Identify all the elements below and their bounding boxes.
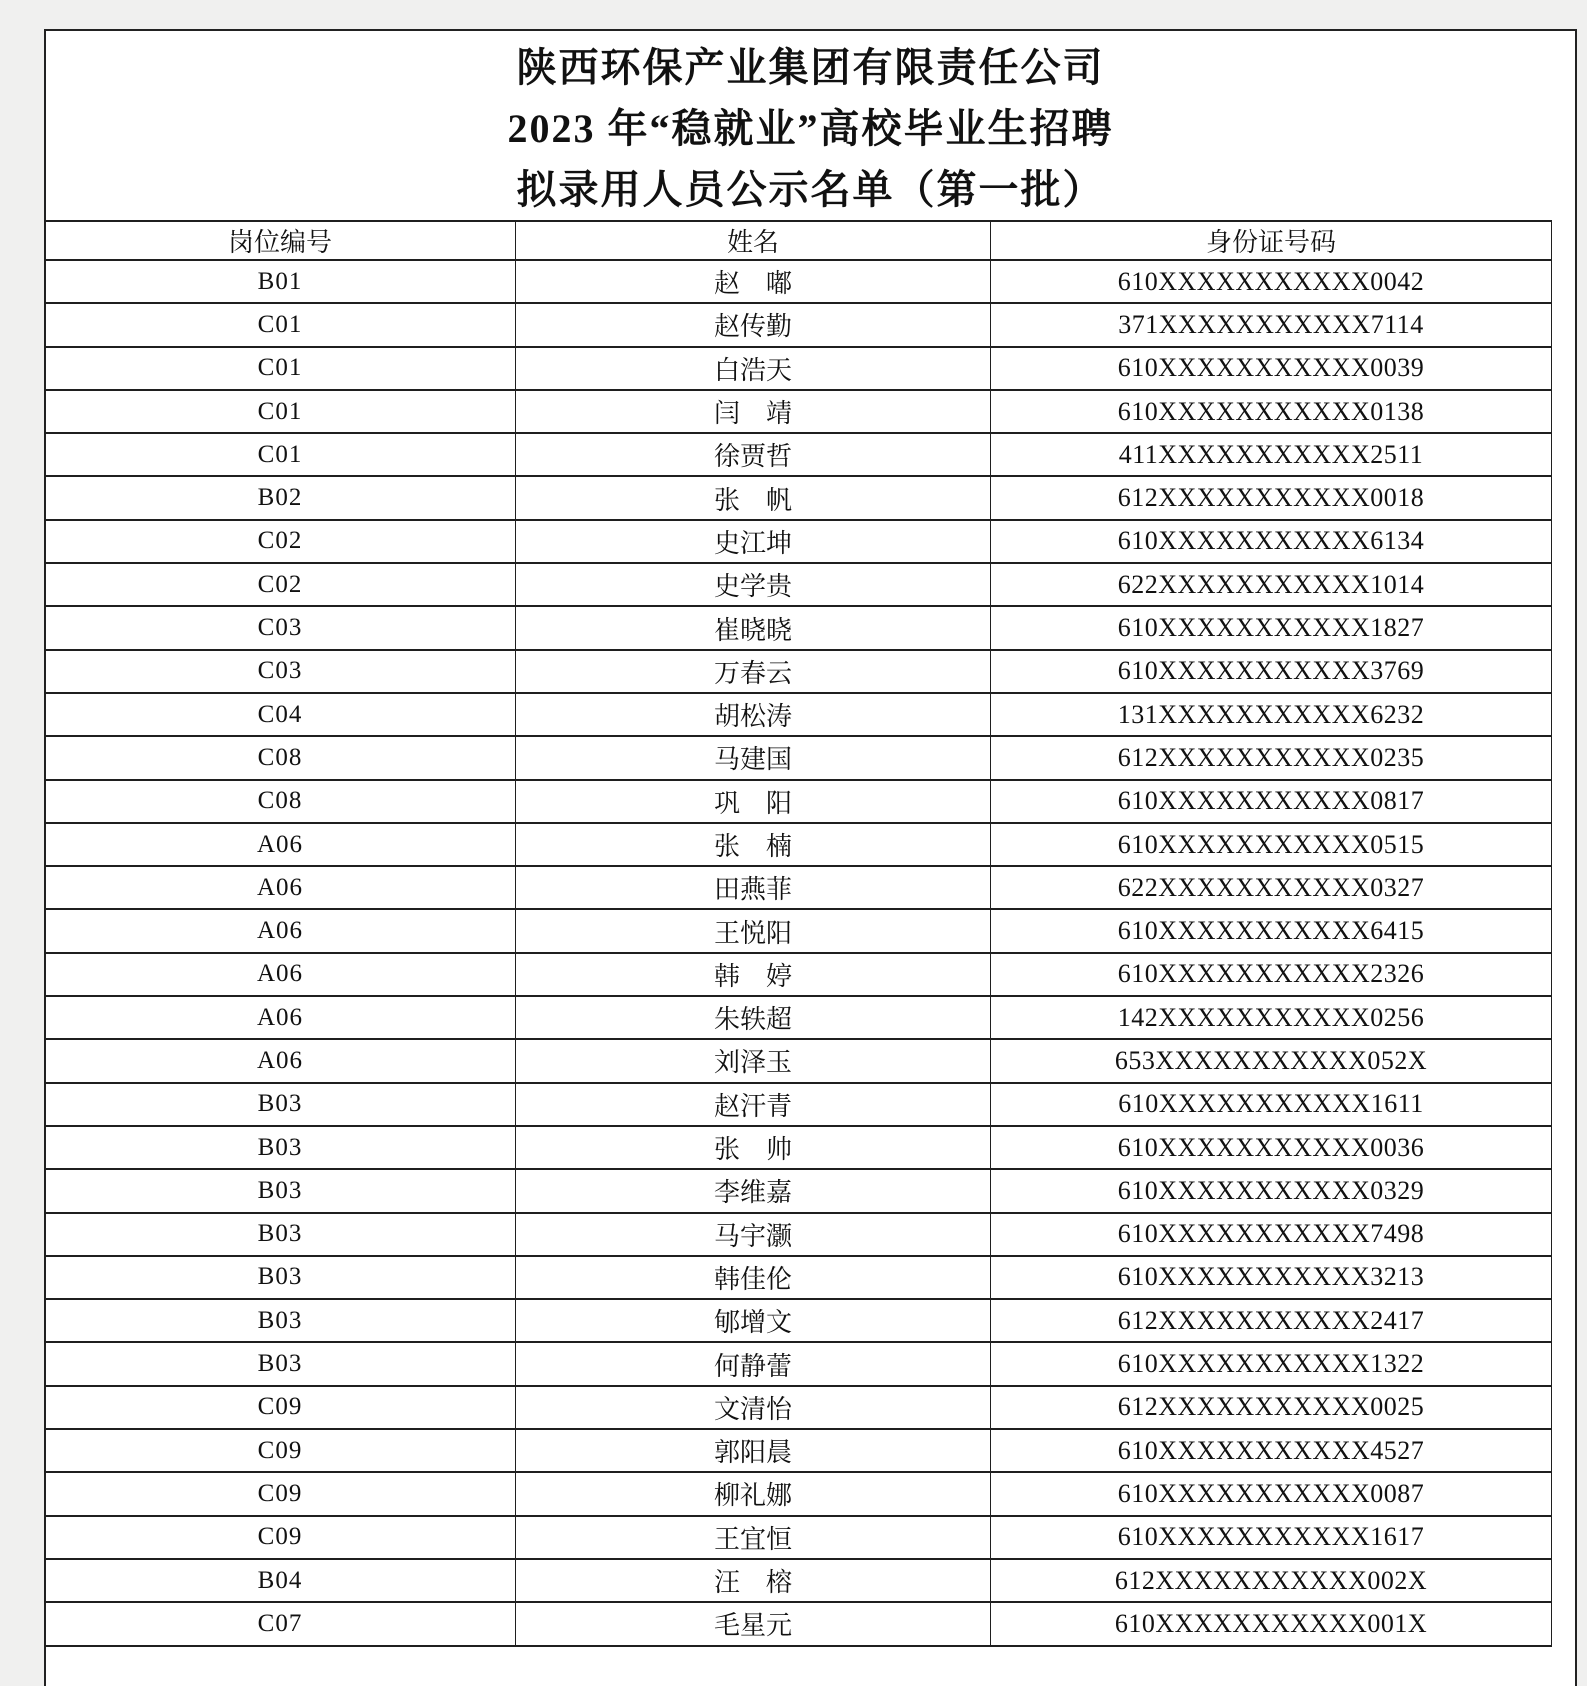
roster-table-header [45, 221, 1552, 260]
cell-name: 柳礼娜 [516, 1472, 991, 1515]
cell-position-code: B01 [45, 260, 516, 303]
cell-name: 张 楠 [516, 823, 991, 866]
cell-id-number: 610XXXXXXXXXXX1322 [991, 1342, 1552, 1385]
cell-id-number: 610XXXXXXXXXXX0138 [991, 390, 1552, 433]
cell-id-number: 610XXXXXXXXXXX0036 [991, 1126, 1552, 1169]
cell-position-code: C02 [45, 520, 516, 563]
cell-name: 韩 婷 [516, 953, 991, 996]
cell-id-number: 610XXXXXXXXXXX7498 [991, 1213, 1552, 1256]
cell-name: 白浩天 [516, 347, 991, 390]
cell-id-number: 411XXXXXXXXXXX2511 [991, 433, 1552, 476]
table-row [45, 823, 1552, 866]
column-header-position-code: 岗位编号 [45, 221, 516, 260]
table-row [45, 1299, 1552, 1342]
cell-position-code: A06 [45, 996, 516, 1039]
table-row [45, 563, 1552, 606]
cell-name: 朱轶超 [516, 996, 991, 1039]
table-row [45, 1602, 1552, 1645]
cell-position-code: B03 [45, 1256, 516, 1299]
cell-name: 张 帆 [516, 476, 991, 519]
cell-id-number: 610XXXXXXXXXXX1827 [991, 606, 1552, 649]
cell-position-code: C09 [45, 1429, 516, 1472]
roster-table-body [45, 260, 1552, 1646]
cell-position-code: A06 [45, 823, 516, 866]
cell-name: 文清怡 [516, 1386, 991, 1429]
cell-position-code: C01 [45, 433, 516, 476]
cell-name: 马建国 [516, 736, 991, 779]
table-row [45, 1559, 1552, 1602]
cell-name: 巩 阳 [516, 780, 991, 823]
cell-name: 李维嘉 [516, 1169, 991, 1212]
cell-id-number: 131XXXXXXXXXXX6232 [991, 693, 1552, 736]
cell-name: 张 帅 [516, 1126, 991, 1169]
table-row [45, 303, 1552, 346]
title-line-list-name: 拟录用人员公示名单（第一批） [516, 167, 1105, 212]
cell-name: 何静蕾 [516, 1342, 991, 1385]
title-line-recruitment: 2023 年“稳就业”高校毕业生招聘 [507, 106, 1114, 151]
table-row [45, 476, 1552, 519]
cell-position-code: C08 [45, 780, 516, 823]
table-row [45, 390, 1552, 433]
cell-id-number: 622XXXXXXXXXXX0327 [991, 866, 1552, 909]
cell-position-code: C09 [45, 1386, 516, 1429]
cell-id-number: 612XXXXXXXXXXX0018 [991, 476, 1552, 519]
cell-name: 韩佳伦 [516, 1256, 991, 1299]
cell-id-number: 371XXXXXXXXXXX7114 [991, 303, 1552, 346]
table-row [45, 260, 1552, 303]
roster-table [44, 220, 1552, 1647]
cell-name: 毛星元 [516, 1602, 991, 1645]
cell-name: 王悦阳 [516, 909, 991, 952]
table-row [45, 520, 1552, 563]
cell-position-code: B03 [45, 1083, 516, 1126]
cell-position-code: B03 [45, 1213, 516, 1256]
table-row [45, 1039, 1552, 1082]
cell-position-code: A06 [45, 953, 516, 996]
cell-id-number: 610XXXXXXXXXXX0817 [991, 780, 1552, 823]
cell-name: 赵传勤 [516, 303, 991, 346]
cell-position-code: C03 [45, 650, 516, 693]
cell-position-code: A06 [45, 866, 516, 909]
cell-id-number: 622XXXXXXXXXXX1014 [991, 563, 1552, 606]
cell-name: 王宜恒 [516, 1516, 991, 1559]
cell-name: 史学贵 [516, 563, 991, 606]
cell-name: 田燕菲 [516, 866, 991, 909]
cell-position-code: A06 [45, 1039, 516, 1082]
cell-id-number: 610XXXXXXXXXXX0515 [991, 823, 1552, 866]
cell-id-number: 610XXXXXXXXXXX6415 [991, 909, 1552, 952]
table-row [45, 693, 1552, 736]
cell-id-number: 610XXXXXXXXXXX0042 [991, 260, 1552, 303]
table-row [45, 1472, 1552, 1515]
column-header-name: 姓名 [516, 221, 991, 260]
table-row [45, 736, 1552, 779]
table-row [45, 1083, 1552, 1126]
cell-position-code: C01 [45, 390, 516, 433]
cell-position-code: C01 [45, 303, 516, 346]
table-row [45, 953, 1552, 996]
cell-id-number: 610XXXXXXXXXXX0087 [991, 1472, 1552, 1515]
cell-position-code: C07 [45, 1602, 516, 1645]
cell-position-code: C04 [45, 693, 516, 736]
cell-id-number: 610XXXXXXXXXXX3769 [991, 650, 1552, 693]
cell-id-number: 612XXXXXXXXXXX0235 [991, 736, 1552, 779]
cell-position-code: C01 [45, 347, 516, 390]
table-row [45, 347, 1552, 390]
cell-id-number: 610XXXXXXXXXXX3213 [991, 1256, 1552, 1299]
table-row [45, 1516, 1552, 1559]
table-row [45, 1213, 1552, 1256]
cell-position-code: C02 [45, 563, 516, 606]
cell-name: 崔晓晓 [516, 606, 991, 649]
cell-position-code: C03 [45, 606, 516, 649]
table-row [45, 433, 1552, 476]
cell-name: 刘泽玉 [516, 1039, 991, 1082]
cell-position-code: B03 [45, 1342, 516, 1385]
cell-id-number: 610XXXXXXXXXXX2326 [991, 953, 1552, 996]
cell-position-code: B02 [45, 476, 516, 519]
title-line-company: 陕西环保产业集团有限责任公司 [516, 45, 1105, 90]
header-row [45, 221, 1552, 260]
cell-id-number: 612XXXXXXXXXXX002X [991, 1559, 1552, 1602]
cell-name: 郭阳晨 [516, 1429, 991, 1472]
document-page [44, 29, 1577, 1686]
cell-name: 赵汗青 [516, 1083, 991, 1126]
cell-id-number: 610XXXXXXXXXXX4527 [991, 1429, 1552, 1472]
table-row [45, 1256, 1552, 1299]
cell-position-code: B03 [45, 1126, 516, 1169]
cell-name: 郇增文 [516, 1299, 991, 1342]
cell-id-number: 142XXXXXXXXXXX0256 [991, 996, 1552, 1039]
cell-id-number: 610XXXXXXXXXXX001X [991, 1602, 1552, 1645]
table-row [45, 909, 1552, 952]
cell-id-number: 612XXXXXXXXXXX0025 [991, 1386, 1552, 1429]
table-row [45, 650, 1552, 693]
cell-position-code: B04 [45, 1559, 516, 1602]
column-header-id-number: 身份证号码 [991, 221, 1552, 260]
cell-position-code: C08 [45, 736, 516, 779]
table-row [45, 1429, 1552, 1472]
cell-id-number: 653XXXXXXXXXXX052X [991, 1039, 1552, 1082]
cell-id-number: 610XXXXXXXXXXX1617 [991, 1516, 1552, 1559]
cell-name: 万春云 [516, 650, 991, 693]
table-row [45, 1342, 1552, 1385]
cell-id-number: 612XXXXXXXXXXX2417 [991, 1299, 1552, 1342]
cell-id-number: 610XXXXXXXXXXX1611 [991, 1083, 1552, 1126]
cell-position-code: C09 [45, 1472, 516, 1515]
cell-position-code: C09 [45, 1516, 516, 1559]
cell-name: 汪 榕 [516, 1559, 991, 1602]
table-row [45, 1126, 1552, 1169]
cell-name: 史江坤 [516, 520, 991, 563]
cell-id-number: 610XXXXXXXXXXX6134 [991, 520, 1552, 563]
cell-name: 马宇灏 [516, 1213, 991, 1256]
table-row [45, 1169, 1552, 1212]
table-row [45, 606, 1552, 649]
document-title [46, 31, 1575, 220]
cell-id-number: 610XXXXXXXXXXX0039 [991, 347, 1552, 390]
table-row [45, 780, 1552, 823]
cell-name: 胡松涛 [516, 693, 991, 736]
cell-name: 闫 靖 [516, 390, 991, 433]
cell-name: 徐贾哲 [516, 433, 991, 476]
cell-position-code: A06 [45, 909, 516, 952]
cell-id-number: 610XXXXXXXXXXX0329 [991, 1169, 1552, 1212]
cell-position-code: B03 [45, 1299, 516, 1342]
table-row [45, 866, 1552, 909]
cell-name: 赵 嘟 [516, 260, 991, 303]
cell-position-code: B03 [45, 1169, 516, 1212]
table-row [45, 1386, 1552, 1429]
table-row [45, 996, 1552, 1039]
